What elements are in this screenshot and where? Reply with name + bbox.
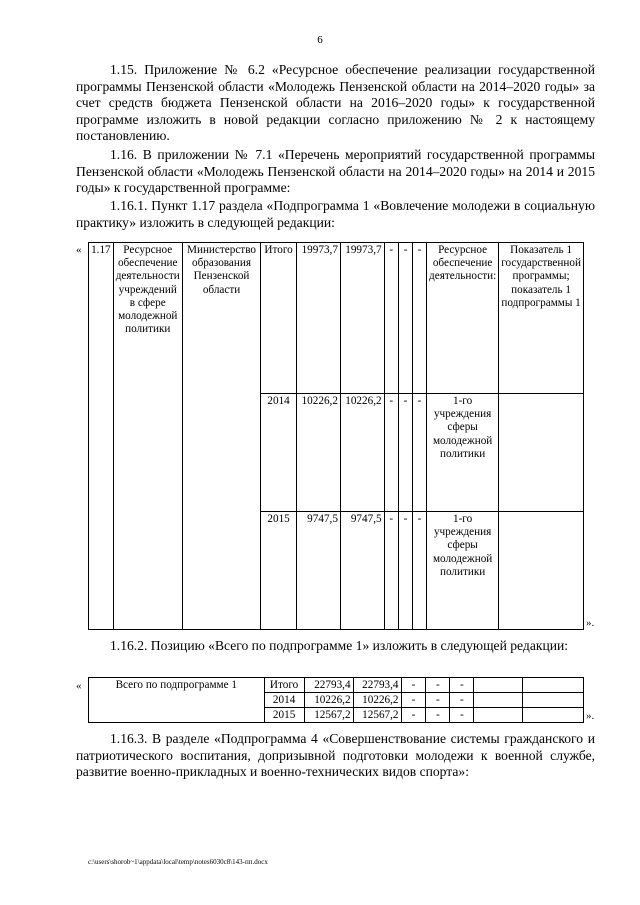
dash-cell: - bbox=[401, 693, 426, 708]
table1-row-total bbox=[89, 243, 584, 394]
table-total-subprogram-1 bbox=[88, 677, 584, 723]
regional-cell: 9747,5 bbox=[340, 512, 384, 630]
regional-cell: 10226,2 bbox=[340, 394, 384, 512]
table2-row-total bbox=[89, 678, 584, 693]
period-cell: 2014 bbox=[264, 693, 304, 708]
result-cell: 1-го учреждения сферы молодежной политики bbox=[427, 512, 499, 630]
table-item-1-17 bbox=[88, 242, 584, 630]
empty-cell bbox=[523, 693, 584, 708]
regional-cell: 19973,7 bbox=[340, 243, 384, 394]
dash-cell: - bbox=[413, 512, 427, 630]
empty-cell bbox=[499, 394, 584, 512]
paragraph-1-16-2: 1.16.2. Позицию «Всего по подпрограмме 1» изложить в следующей редакции: bbox=[110, 638, 569, 653]
period-cell: Итого bbox=[261, 243, 297, 394]
empty-cell bbox=[474, 708, 523, 723]
dash-cell: - bbox=[401, 678, 426, 693]
dash-cell: - bbox=[398, 243, 412, 394]
table1-open-quote: « bbox=[76, 244, 82, 256]
table1-close-quote: ». bbox=[586, 617, 595, 629]
total-cell: 12567,2 bbox=[304, 708, 353, 723]
total-cell: 19973,7 bbox=[296, 243, 340, 394]
table2-close-quote: ». bbox=[586, 710, 595, 722]
total-cell: 10226,2 bbox=[296, 394, 340, 512]
page-number: 6 bbox=[317, 34, 323, 46]
table2-open-quote: « bbox=[76, 680, 82, 692]
paragraph-1-16-1: 1.16.1. Пункт 1.17 раздела «Подпрограмма 1 «Вовлечение молодежи в социальную практику» изложить в следующей редакции: bbox=[76, 198, 595, 230]
dash-cell: - bbox=[398, 394, 412, 512]
regional-cell: 22793,4 bbox=[353, 678, 401, 693]
dash-cell: - bbox=[426, 678, 450, 693]
indicator-cell: Показатель 1 государственной программы; показатель 1 подпрограммы 1 bbox=[499, 243, 584, 394]
regional-cell: 10226,2 bbox=[353, 693, 401, 708]
period-cell: Итого bbox=[264, 678, 304, 693]
file-path-footer: c:\users\shorob~1\appdata\local\temp\notes6030c8\143-пп.docx bbox=[88, 858, 268, 866]
dash-cell: - bbox=[450, 693, 474, 708]
dash-cell: - bbox=[384, 394, 398, 512]
result-cell: Ресурсное обеспечение деятельности: bbox=[427, 243, 499, 394]
dash-cell: - bbox=[426, 708, 450, 723]
period-cell: 2015 bbox=[261, 512, 297, 630]
dash-cell: - bbox=[413, 394, 427, 512]
total-label: Всего по подпрограмме 1 bbox=[89, 678, 265, 723]
regional-cell: 12567,2 bbox=[353, 708, 401, 723]
total-cell: 10226,2 bbox=[304, 693, 353, 708]
dash-cell: - bbox=[426, 693, 450, 708]
result-cell: 1-го учреждения сферы молодежной политики bbox=[427, 394, 499, 512]
empty-cell bbox=[523, 708, 584, 723]
item-number: 1.17 bbox=[89, 243, 114, 630]
dash-cell: - bbox=[384, 243, 398, 394]
paragraph-1-16: 1.16. В приложении № 7.1 «Перечень мероприятий государственной программы Пензенской области «Молодежь Пензенской области на 2014–2020 годы» на 2014 и 2015 годы» к государственной программе: bbox=[76, 147, 595, 196]
period-cell: 2015 bbox=[264, 708, 304, 723]
dash-cell: - bbox=[450, 708, 474, 723]
paragraph-1-16-3: 1.16.3. В разделе «Подпрограмма 4 «Совершенствование системы гражданского и патриотического воспитания, допризывной подготовки молодежи к военной службе, развитие военно-прикладных и военно-технических видов спорта»: bbox=[76, 731, 595, 780]
period-cell: 2014 bbox=[261, 394, 297, 512]
paragraph-1-15: 1.15. Приложение № 6.2 «Ресурсное обеспечение реализации государственной программы Пензенской области «Молодежь Пензенской области на 2014–2020 годы» за счет средств бюджета Пензенской области на 2016–2020 годы» к государственной программе изложить в новой редакции согласно приложению № 2 к настоящему постановлению. bbox=[76, 62, 595, 144]
empty-cell bbox=[523, 678, 584, 693]
dash-cell: - bbox=[401, 708, 426, 723]
empty-cell bbox=[474, 693, 523, 708]
dash-cell: - bbox=[413, 243, 427, 394]
total-cell: 22793,4 bbox=[304, 678, 353, 693]
empty-cell bbox=[474, 678, 523, 693]
dash-cell: - bbox=[398, 512, 412, 630]
total-cell: 9747,5 bbox=[296, 512, 340, 630]
empty-cell bbox=[499, 512, 584, 630]
item-name: Ресурсное обеспечение деятельности учреждений в сфере молодежной политики bbox=[113, 243, 182, 630]
item-executor: Министерство образования Пензенской области bbox=[182, 243, 261, 630]
dash-cell: - bbox=[384, 512, 398, 630]
dash-cell: - bbox=[450, 678, 474, 693]
